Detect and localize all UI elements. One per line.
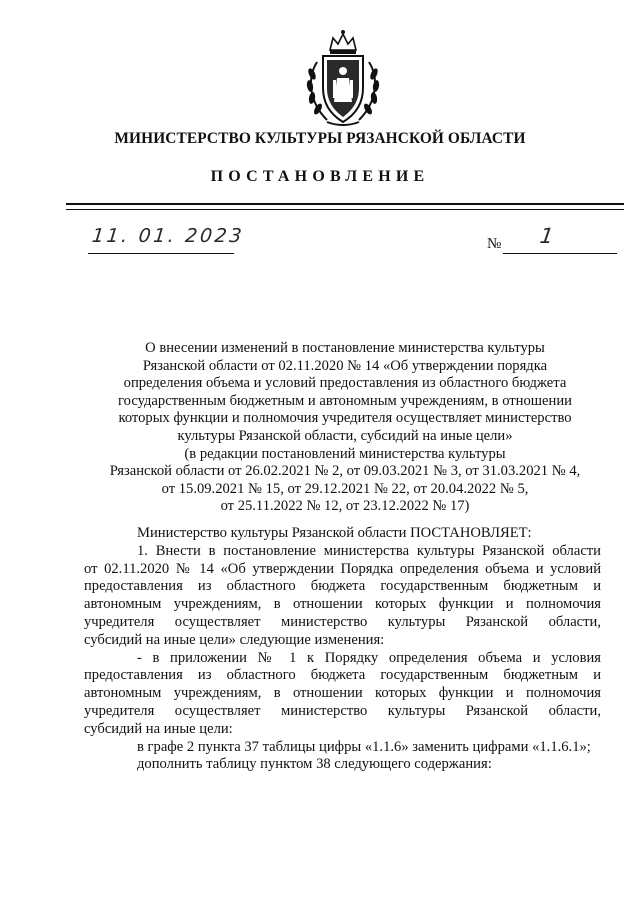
document-subject [60, 340, 630, 516]
subject-line: от 15.09.2021 № 15, от 29.12.2021 № 22, от 20.04.2022 № 5, [161, 480, 529, 497]
document-date: 11. 01. 2023 [90, 225, 246, 247]
body-line: автономным учреждениям, в отношении которых функции и полномочия [84, 596, 601, 613]
body-line: в графе 2 пункта 37 таблицы цифры «1.1.6» заменить цифрами «1.1.6.1»; [137, 738, 591, 755]
header-rule-thick [66, 203, 624, 205]
body-line: предоставления из областного бюджета государственным бюджетным и [84, 578, 601, 595]
subject-line: Рязанской области от 26.02.2021 № 2, от 09.03.2021 № 3, от 31.03.2021 № 4, [109, 463, 581, 480]
body-line: субсидий на иные цели: [84, 720, 233, 737]
subject-line: определения объема и условий предоставления из областного бюджета [123, 375, 567, 392]
subject-line: Рязанской области от 02.11.2020 № 14 «Об утверждении порядка [142, 357, 548, 374]
number-label: № [487, 236, 502, 252]
body-line: субсидий на иные цели» следующие изменения: [84, 631, 385, 648]
date-underline [88, 253, 234, 254]
body-line: от 02.11.2020 № 14 «Об утверждении Порядка определения объема и условий [84, 560, 601, 577]
document-body [84, 525, 601, 774]
subject-line: О внесении изменений в постановление министерства культуры [145, 340, 545, 356]
subject-line: культуры Рязанской области, субсидий на иные цели» [177, 427, 513, 444]
number-underline [503, 253, 617, 254]
body-line: учредителя осуществляет министерство культуры Рязанской области, [84, 613, 601, 630]
body-line: 1. Внести в постановление министерства культуры Рязанской области [137, 542, 601, 559]
ministry-name: МИНИСТЕРСТВО КУЛЬТУРЫ РЯЗАНСКОЙ ОБЛАСТИ [114, 130, 526, 147]
subject-line: которых функции и полномочия учредителя осуществляет министерство [118, 410, 572, 427]
body-line: дополнить таблицу пунктом 38 следующего содержания: [137, 756, 492, 773]
body-line: Министерство культуры Рязанской области ПОСТАНОВЛЯЕТ: [137, 525, 532, 541]
document-type-title: ПОСТАНОВЛЕНИЕ [210, 168, 430, 185]
coat-of-arms-icon [297, 26, 389, 130]
subject-line: (в редакции постановлений министерства культуры [184, 445, 506, 462]
document-number: 1 [538, 224, 556, 248]
subject-line: от 25.11.2022 № 12, от 23.12.2022 № 17) [220, 498, 470, 515]
body-line: автономным учреждениям, в отношении которых функции и полномочия [84, 685, 601, 702]
subject-line: государственным бюджетным и автономным учреждениям, в отношении [118, 392, 572, 409]
header-rule-thin [66, 209, 624, 210]
body-line: предоставления из областного бюджета государственным бюджетным и [84, 667, 601, 684]
body-line: учредителя осуществляет министерство культуры Рязанской области, [84, 702, 601, 719]
body-line: - в приложении № 1 к Порядку определения объема и условия [137, 649, 601, 666]
